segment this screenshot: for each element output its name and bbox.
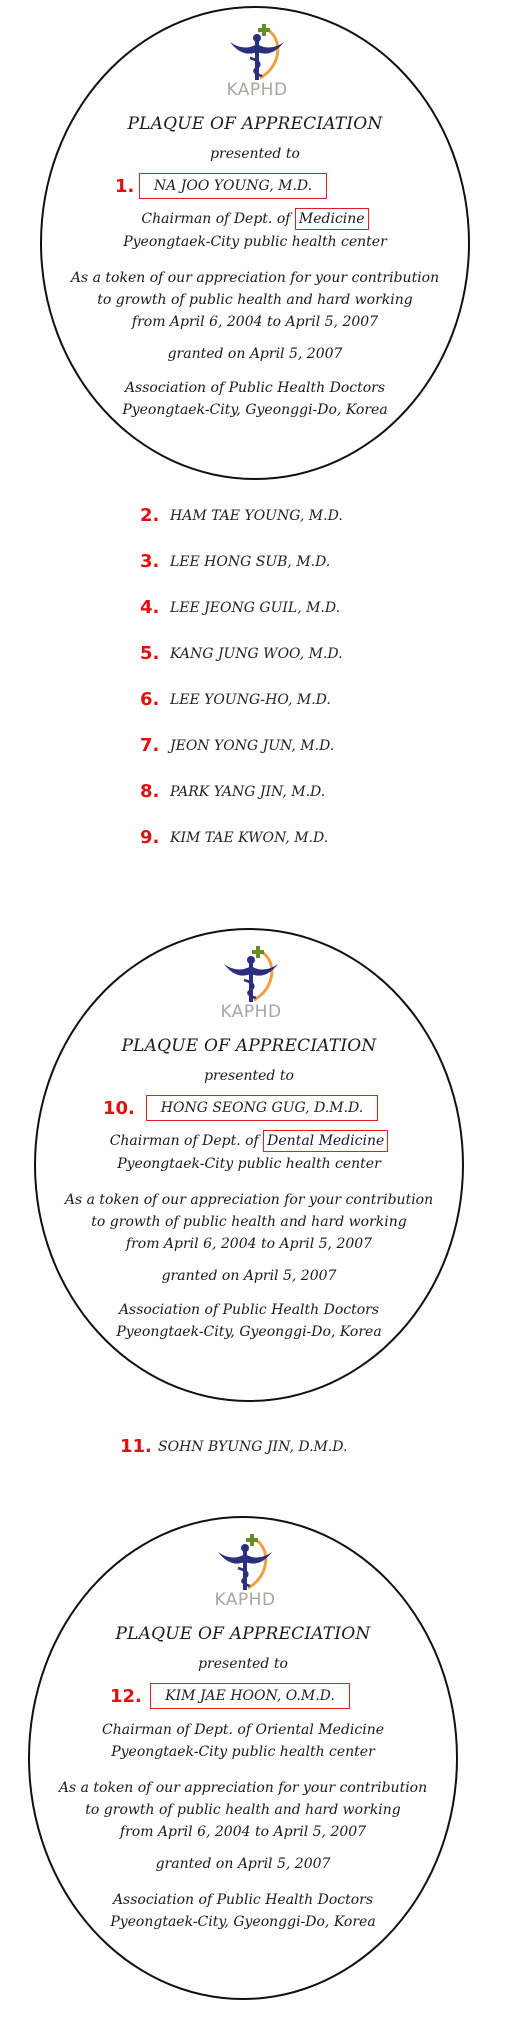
token-line-3: from April 6, 2004 to April 5, 2007 [119, 1824, 367, 1840]
kaphd-logo [222, 22, 292, 100]
list-name: PARK YANG JIN, M.D. [170, 784, 326, 800]
assoc-line-2: Pyeongtaek-City, Gyeonggi-Do, Korea [122, 402, 388, 418]
recipient-name-box: HONG SEONG GUG, D.M.D. [146, 1095, 378, 1121]
list-item [0, 643, 511, 667]
list-number: 2. [140, 505, 160, 526]
token-line-2: to growth of public health and hard working [85, 1802, 401, 1818]
list-number: 3. [140, 551, 160, 572]
token-line-2: to growth of public health and hard working [97, 292, 413, 308]
list-item [0, 597, 511, 621]
list-item [0, 735, 511, 759]
dept-prefix: Chairman of Dept. of [102, 1722, 252, 1738]
list-name: SOHN BYUNG JIN, D.M.D. [158, 1439, 348, 1455]
token-line-3: from April 6, 2004 to April 5, 2007 [131, 314, 379, 330]
logo-text: KAPHD [226, 80, 288, 100]
recipient-name-box: NA JOO YOUNG, M.D. [139, 173, 327, 199]
center-line: Pyeongtaek-City public health center [123, 234, 387, 250]
assoc-line-2: Pyeongtaek-City, Gyeonggi-Do, Korea [110, 1914, 376, 1930]
list-name: LEE JEONG GUIL, M.D. [170, 600, 341, 616]
plaque-number: 10. [103, 1098, 135, 1119]
logo-text: KAPHD [214, 1590, 276, 1610]
assoc-line-2: Pyeongtaek-City, Gyeonggi-Do, Korea [116, 1324, 382, 1340]
list-item [0, 689, 511, 713]
dept-name-box: Dental Medicine [263, 1130, 388, 1152]
dept-prefix: Chairman of Dept. of [109, 1133, 259, 1149]
plaque-title: PLAQUE OF APPRECIATION [121, 1036, 377, 1056]
presented-to: presented to [198, 1656, 288, 1672]
presented-to: presented to [204, 1068, 294, 1084]
list-item [0, 505, 511, 529]
list-number: 8. [140, 781, 160, 802]
dept-name: Oriental Medicine [255, 1722, 384, 1738]
plaque-10 [34, 928, 464, 1402]
list-number: 4. [140, 597, 160, 618]
assoc-line-1: Association of Public Health Doctors [124, 380, 386, 396]
plaque-number: 1. [115, 176, 135, 197]
list-name: LEE YOUNG-HO, M.D. [170, 692, 331, 708]
plaque-title: PLAQUE OF APPRECIATION [115, 1624, 371, 1644]
list-number: 5. [140, 643, 160, 664]
plaque-title: PLAQUE OF APPRECIATION [127, 114, 383, 134]
caduceus-icon [210, 1532, 280, 1592]
caduceus-icon [222, 22, 292, 82]
dept-line [42, 208, 468, 230]
list-item [0, 1436, 511, 1460]
presented-to: presented to [210, 146, 300, 162]
token-line-1: As a token of our appreciation for your contribution [70, 270, 440, 286]
list-number: 11. [120, 1436, 152, 1457]
granted-line: granted on April 5, 2007 [161, 1268, 337, 1284]
granted-line: granted on April 5, 2007 [155, 1856, 331, 1872]
granted-line: granted on April 5, 2007 [167, 346, 343, 362]
token-line-1: As a token of our appreciation for your contribution [64, 1192, 434, 1208]
dept-line [30, 1722, 456, 1738]
list-name: HAM TAE YOUNG, M.D. [170, 508, 343, 524]
list-name: KANG JUNG WOO, M.D. [170, 646, 343, 662]
token-line-1: As a token of our appreciation for your contribution [58, 1780, 428, 1796]
recipient-name-box: KIM JAE HOON, O.M.D. [150, 1683, 350, 1709]
token-line-3: from April 6, 2004 to April 5, 2007 [125, 1236, 373, 1252]
center-line: Pyeongtaek-City public health center [117, 1156, 381, 1172]
dept-prefix: Chairman of Dept. of [141, 211, 291, 227]
list-item [0, 781, 511, 805]
list-number: 6. [140, 689, 160, 710]
dept-line [36, 1130, 462, 1152]
plaque-number: 12. [110, 1686, 142, 1707]
plaque-1 [40, 6, 470, 480]
kaphd-logo [210, 1532, 280, 1610]
list-name: LEE HONG SUB, M.D. [170, 554, 331, 570]
token-line-2: to growth of public health and hard working [91, 1214, 407, 1230]
assoc-line-1: Association of Public Health Doctors [118, 1302, 380, 1318]
logo-text: KAPHD [220, 1002, 282, 1022]
dept-name-box: Medicine [295, 208, 369, 230]
list-number: 9. [140, 827, 160, 848]
list-item [0, 827, 511, 851]
assoc-line-1: Association of Public Health Doctors [112, 1892, 374, 1908]
caduceus-icon [216, 944, 286, 1004]
center-line: Pyeongtaek-City public health center [111, 1744, 375, 1760]
list-number: 7. [140, 735, 160, 756]
kaphd-logo [216, 944, 286, 1022]
list-name: KIM TAE KWON, M.D. [170, 830, 329, 846]
plaque-12 [28, 1516, 458, 2000]
list-item [0, 551, 511, 575]
list-name: JEON YONG JUN, M.D. [170, 738, 335, 754]
